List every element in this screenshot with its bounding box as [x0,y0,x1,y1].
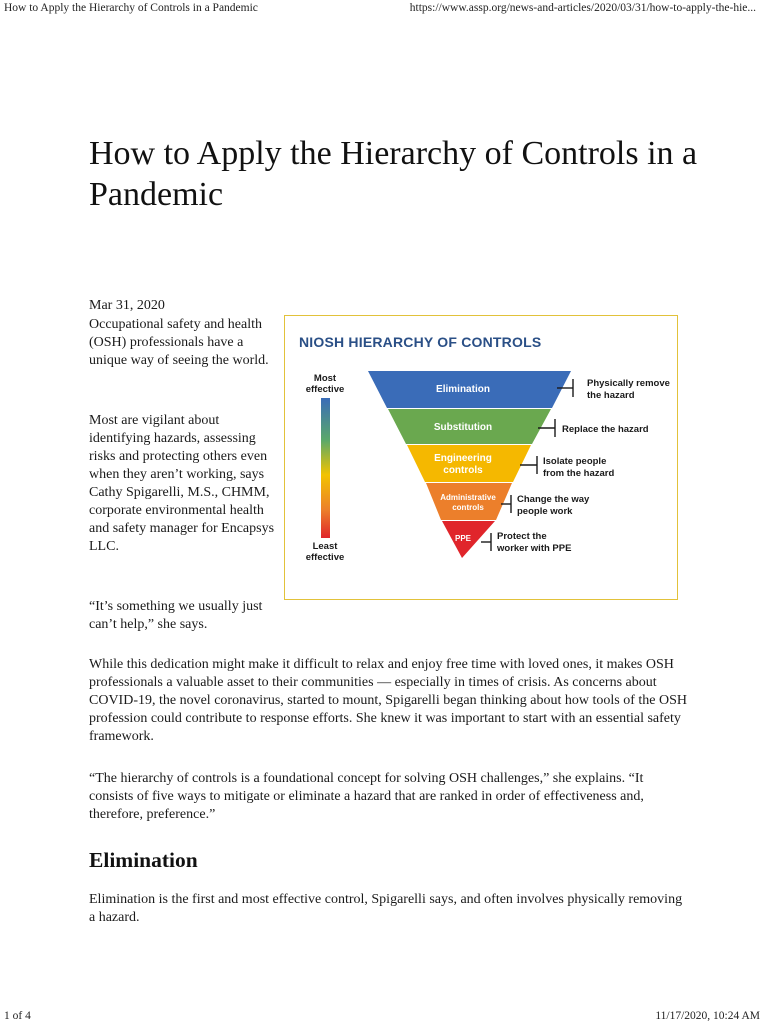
substitution-label: Substitution [433,422,493,433]
elimination-label: Elimination [436,384,490,395]
article-title: How to Apply the Hierarchy of Controls in a Pandemic [89,135,698,213]
article-paragraph: Elimination is the first and most effective control, Spigarelli says, and often involves physically removing a hazard. [89,892,683,925]
most-label-1: Most [313,373,337,384]
engineering-label-2: controls [443,465,483,476]
article-date: Mar 31, 2020 [89,298,165,313]
least-label-1: Least [312,541,338,552]
administrative-label-2: controls [452,503,484,512]
administrative-label-1: Administrative [440,493,496,502]
section-heading-elimination: Elimination [89,848,198,872]
most-label-2: effective [305,384,345,395]
hierarchy-diagram [285,316,677,599]
least-label-2: effective [305,552,345,563]
article-paragraph: “The hierarchy of controls is a foundational concept for solving OSH challenges,” she explains. “It consists of five ways to mitigate or eliminate a hazard that are ranked in order of effectiveness and, therefore, preference.” [89,771,644,822]
substitution-desc: Replace the hazard [562,424,649,435]
engineering-label-1: Engineering [434,453,492,464]
niosh-hierarchy-figure [284,315,678,600]
administrative-desc-2: people work [517,506,573,517]
article-paragraph: While this dedication might make it difficult to relax and enjoy free time with loved ones, it makes OSH professionals a valuable asset to their communities — especially in times of crisis. As concerns about COVID-19, the novel coronavirus, started to mount, Spigarelli began thinking about how tools of the OSH profession could contribute to response efforts. She knew it was important to start with an essential safety framework. [89,657,688,744]
engineering-desc-1: Isolate people [543,456,607,467]
administrative-desc-1: Change the way [517,494,590,505]
article-paragraph: Occupational safety and health (OSH) professionals have a unique way of seeing the world. [89,317,269,368]
ppe-label: PPE [454,534,472,543]
elimination-desc-1: Physically remove [587,378,670,389]
elimination-desc-2: the hazard [587,390,635,401]
print-header-url[interactable]: https://www.assp.org/news-and-articles/2020/03/31/how-to-apply-the-hie... [409,2,756,14]
print-header-title: How to Apply the Hierarchy of Controls in a Pandemic [4,2,258,14]
article-paragraph: “It’s something we usually just can’t help,” she says. [89,599,263,632]
print-footer-timestamp: 11/17/2020, 10:24 AM [655,1010,760,1022]
ppe-desc-1: Protect the [497,531,547,542]
engineering-desc-2: from the hazard [543,468,615,479]
article-paragraph: Most are vigilant about identifying hazards, assessing risks and protecting others even when they aren’t working, says Cathy Spigarelli, M.S., CHMM, corporate environmental health and safety manager for Encapsys LLC. [89,413,275,554]
print-footer-page: 1 of 4 [4,1010,31,1022]
ppe-desc-2: worker with PPE [497,543,572,554]
effectiveness-gradient-bar [321,398,330,538]
figure-title: NIOSH HIERARCHY OF CONTROLS [299,334,542,350]
